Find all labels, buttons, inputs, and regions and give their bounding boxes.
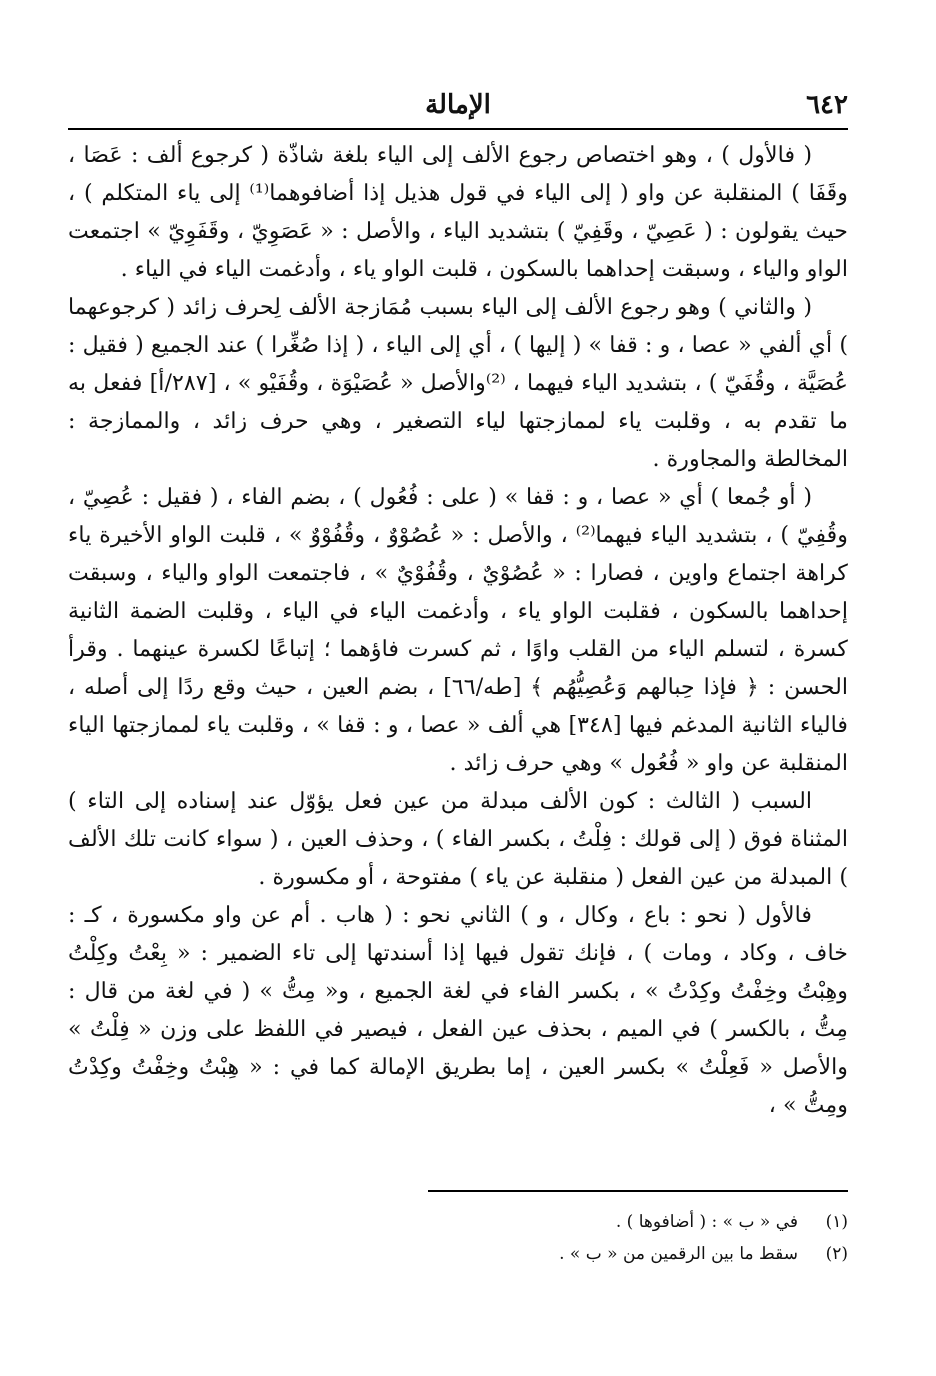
footnotes [68, 1206, 848, 1270]
footnote-text: سقط ما بين الرقمين من « ب » . [559, 1244, 798, 1264]
paragraph: فالأول ( نحو : باع ، وكال ، و ) الثاني نحو : ( هاب . أم عن واو مكسورة ، كـ : خاف ، وكاد ، ومات ) ، فإنك تقول فيها إذا أسندتها إلى تاء الضمير : « بِعْتُ وكِلْتُ وهِبْتُ وخِفْتُ وكِدْتُ » ، بكسر الفاء في لغة الجميع ، و« مِتُّ » ( في لغة من قال : مِتُّ ، بالكسر ) في الميم ، بحذف عين الفعل ، فيصير في اللفظ على وزن « فِلْتُ » والأصل « فَعِلْتُ » بكسر العين ، إما بطريق الإمالة كما في : « هِبْتُ وخِفْتُ وكِدْتُ ومِتُّ » ، [68, 902, 848, 1118]
footnote-number: (١) [825, 1212, 848, 1232]
page-header [68, 84, 848, 128]
paragraph: ( والثاني ) وهو رجوع الألف إلى الياء بسبب مُمَازجة الألف لِحرف زائد ( كرجوعهما ) أي ألفي « عصا ، و : قفا » ( إليها ) ، أي إلى الياء ، ( إذا صُغِّرا ) عند الجميع ( فقيل : عُصَيَّة ، وقُفَيّ ) ، بتشديد الياء فيهما ، ⁽²⁾والأصل « عُصَيْوَة ، وقُفَيْو » ، [٢٨٧/أ] ففعل به ما تقدم به ، وقلبت ياء لممازجتها لياء التصغير ، وهي حرف زائد ، والممازجة : المخالطة والمجاورة . [68, 294, 849, 472]
paragraph: السبب ( الثالث : كون الألف مبدلة من عين فعل يؤوّل عند إسناده إلى التاء ) المثناة فوق ( إلى قولك : فِلْتُ ، بكسر الفاء ) ، وحذف العين ، ( سواء كانت تلك الألف ) المبدلة من عين الفعل ( منقلبة عن ياء ) مفتوحة ، أو مكسورة . [68, 788, 848, 890]
footnote-rule [428, 1190, 848, 1192]
paragraph: ( أو جُمعا ) أي « عصا ، و : قفا » ( على : فُعُول ) ، بضم الفاء ، ( فقيل : عُصِيّ ، وقُفِيّ ) ، بتشديد الياء فيهما⁽²⁾ ، والأصل : « عُصُوْوٌ ، وقُفُوْوٌ » ، قلبت الواو الأخيرة ياء كراهة اجتماع واوين ، فصارا : « عُصُوْيٌ ، وقُفُوْيٌ » ، فاجتمعت الواو والياء ، وسبقت إحداهما بالسكون ، فقلبت الواو ياء ، وأدغمت الياء في الياء ، وقلبت الضمة الثانية كسرة ، لتسلم الياء من القلب واوًا ، ثم كسرت فاؤهما ؛ إتباعًا لكسرة عينهما . وقرأ الحسن : ﴿ فإذا حِبالهم وَعُصِيُّهُم ﴾ [طه/٦٦] ، بضم العين ، حيث وقع ردًا إلى أصله ، فالياء الثانية المدغم فيها [٣٤٨] هي ألف « عصا ، و : قفا » ، وقلبت ياء لممازجتها الياء المنقلبة عن واو « فُعُول » وهي حرف زائد . [68, 484, 849, 776]
footnote [68, 1238, 848, 1270]
footnote-text: في « ب » : ( أضافوها ) . [615, 1212, 798, 1232]
running-title: الإمالة [425, 90, 491, 120]
book-page [68, 84, 848, 1124]
main-text [68, 136, 848, 1124]
header-rule [68, 128, 848, 130]
footnote [68, 1206, 848, 1238]
paragraph: ( فالأول ) ، وهو اختصاص رجوع الألف إلى الياء بلغة شاذّة ( كرجوع ألف : عَصَا ، وقَفَا ) المنقلبة عن واو ( إلى الياء في قول هذيل إذا أضافوهما⁽¹⁾ إلى ياء المتكلم ) ، حيث يقولون : ( عَصِيّ ، وقَفِيّ ) بتشديد الياء ، والأصل : « عَصَوِيّ ، وقَفَوِيّ » اجتمعت الواو والياء ، وسبقت إحداهما بالسكون ، قلبت الواو ياء ، وأدغمت الياء في الياء . [68, 142, 848, 282]
footnote-number: (٢) [825, 1244, 848, 1264]
page-number: ٦٤٢ [806, 90, 848, 120]
